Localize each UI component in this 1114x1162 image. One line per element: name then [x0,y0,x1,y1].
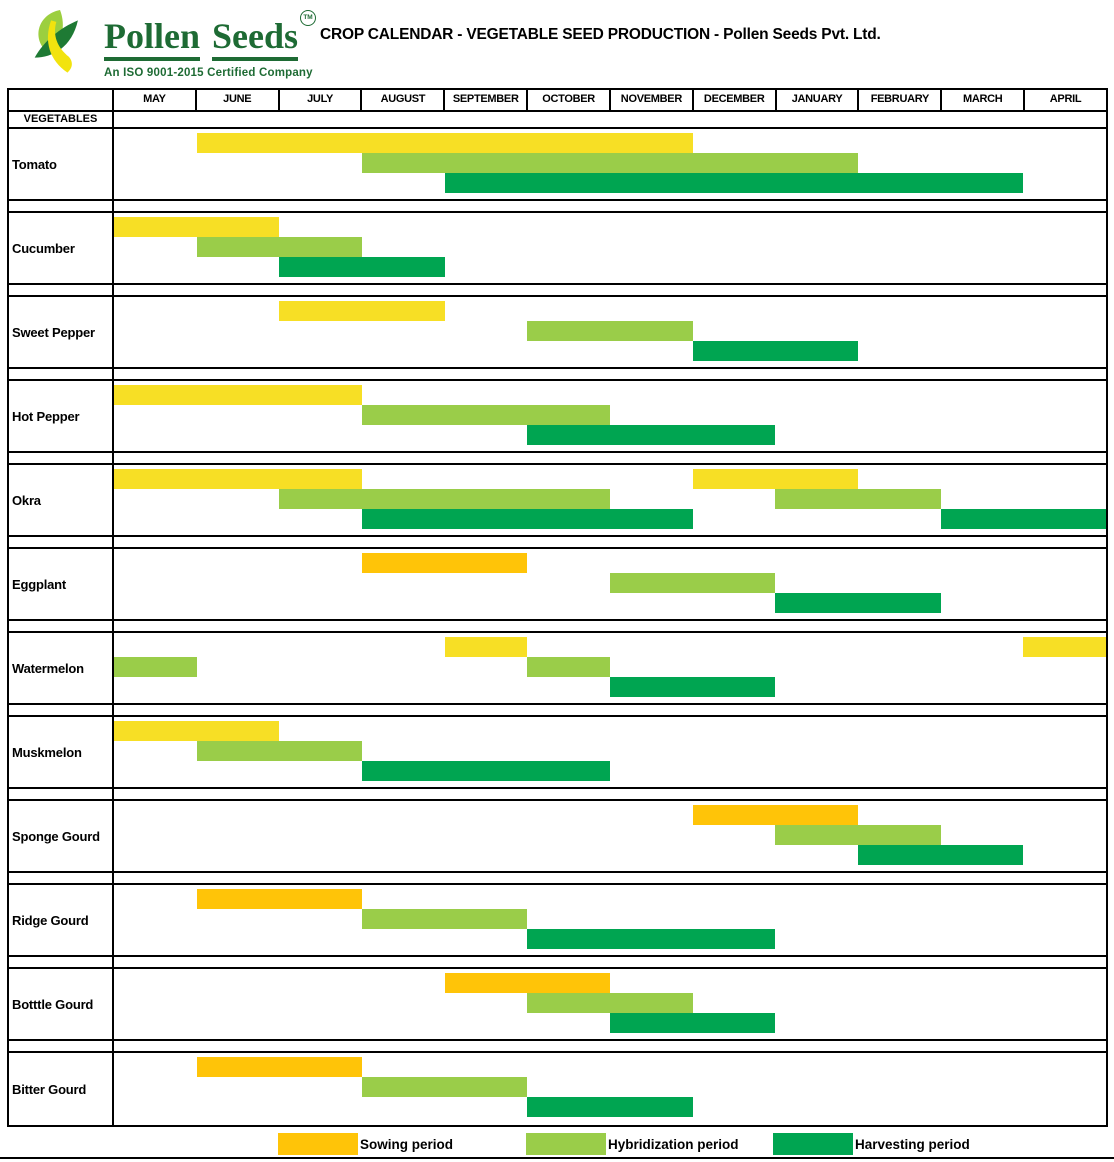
crop-row-okra [9,465,1106,537]
sowing-bar [445,973,610,993]
logo-text [104,4,316,79]
legend-swatch-sowing-period [278,1133,358,1155]
spacer-field [114,537,1106,547]
hybridization-bar [279,489,610,509]
harvesting-bar [445,173,1024,193]
hybridization-bar [197,741,362,761]
crop-label-cucumber: Cucumber [9,213,114,283]
harvesting-bar [527,1097,692,1117]
hybridization-bar [527,657,610,677]
legend-label-harvesting-period: Harvesting period [855,1137,970,1152]
crop-label-okra: Okra [9,465,114,535]
vegetables-header-row [9,112,1106,129]
spacer-label-cell [9,957,114,967]
spacer-field [114,873,1106,883]
legend-label-sowing-period: Sowing period [360,1137,453,1152]
crop-row-muskmelon [9,717,1106,789]
sowing-bar [197,133,693,153]
sowing-bar [279,301,444,321]
harvesting-bar [610,677,775,697]
sowing-bar [693,805,858,825]
crop-row-hot-pepper [9,381,1106,453]
month-header-november: NOVEMBER [611,90,694,110]
legend-label-hybridization-period: Hybridization period [608,1137,739,1152]
spacer-label-cell [9,621,114,631]
sowing-bar [114,217,279,237]
crop-label-hot-pepper: Hot Pepper [9,381,114,451]
bar-field [114,633,1106,703]
spacer-row [9,621,1106,633]
spacer-field [114,621,1106,631]
month-header-march: MARCH [942,90,1025,110]
spacer-field [114,705,1106,715]
bar-field [114,1053,1106,1125]
leaf-icon [24,4,102,86]
bottom-divider [0,1157,1114,1159]
harvesting-bar [610,1013,775,1033]
spacer-label-cell [9,705,114,715]
sowing-bar [197,1057,362,1077]
spacer-label-cell [9,201,114,211]
month-header-january: JANUARY [777,90,860,110]
spacer-label-cell [9,369,114,379]
spacer-row [9,201,1106,213]
harvesting-bar [362,761,610,781]
spacer-label-cell [9,1041,114,1051]
hybridization-bar [362,909,527,929]
brand-word-pollen: Pollen [104,18,200,61]
spacer-row [9,1041,1106,1053]
spacer-row [9,537,1106,549]
bar-field [114,549,1106,619]
trademark-icon: TM [300,10,316,26]
month-header-april: APRIL [1049,93,1082,105]
month-header-june: JUNE [197,90,280,110]
harvesting-bar [362,509,693,529]
spacer-field [114,369,1106,379]
crop-label-eggplant: Eggplant [9,549,114,619]
sowing-bar [1023,637,1106,657]
brand-name [104,14,316,61]
month-header-may: MAY [114,90,197,110]
spacer-field [114,201,1106,211]
spacer-row [9,789,1106,801]
hybridization-bar [527,993,692,1013]
sowing-bar [197,889,362,909]
vegetables-header-label: VEGETABLES [9,112,114,127]
crop-row-tomato [9,129,1106,201]
sowing-bar [114,721,279,741]
crop-label-sweet-pepper: Sweet Pepper [9,297,114,367]
month-header-october: OCTOBER [528,90,611,110]
crop-label-bitter-gourd: Bitter Gourd [9,1053,114,1125]
harvesting-bar [527,425,775,445]
spacer-field [114,789,1106,799]
month-header-december: DECEMBER [694,90,777,110]
sowing-bar [114,385,362,405]
legend-swatch-hybridization-period [526,1133,606,1155]
harvesting-bar [279,257,444,277]
month-header-row [9,90,1106,112]
spacer-label-cell [9,789,114,799]
spacer-label-cell [9,285,114,295]
bar-field [114,885,1106,955]
bar-field [114,717,1106,787]
spacer-row [9,285,1106,297]
crop-label-watermelon: Watermelon [9,633,114,703]
harvesting-bar [858,845,1023,865]
crop-row-eggplant [9,549,1106,621]
hybridization-bar [197,237,362,257]
brand-word-seeds: Seeds [212,18,298,61]
bar-field [114,297,1106,367]
hybridization-bar [775,489,940,509]
spacer-row [9,453,1106,465]
bar-field [114,465,1106,535]
crop-row-bitter-gourd [9,1053,1106,1125]
spacer-field [114,957,1106,967]
hybridization-bar [527,321,692,341]
crop-row-cucumber [9,213,1106,285]
month-header-july: JULY [280,90,363,110]
corner-cell [9,90,114,110]
hybridization-bar [610,573,775,593]
crop-row-sweet-pepper [9,297,1106,369]
spacer-row [9,705,1106,717]
harvesting-bar [941,509,1106,529]
spacer-field [114,285,1106,295]
crop-row-botttle-gourd [9,969,1106,1041]
spacer-row [9,369,1106,381]
bar-field [114,801,1106,871]
month-header-september: SEPTEMBER [445,90,528,110]
brand-logo [24,4,316,86]
crop-calendar-table [7,88,1108,1127]
crop-label-ridge-gourd: Ridge Gourd [9,885,114,955]
harvesting-bar [775,593,940,613]
hybridization-bar [362,405,610,425]
crop-row-watermelon [9,633,1106,705]
harvesting-bar [693,341,858,361]
crop-label-sponge-gourd: Sponge Gourd [9,801,114,871]
sowing-bar [114,469,362,489]
hybridization-bar [362,153,858,173]
page-title: CROP CALENDAR - VEGETABLE SEED PRODUCTION - Pollen Seeds Pvt. Ltd. [320,26,881,43]
spacer-row [9,957,1106,969]
spacer-field [114,1041,1106,1051]
crop-label-muskmelon: Muskmelon [9,717,114,787]
harvesting-bar [527,929,775,949]
bar-field [114,129,1106,199]
crop-row-ridge-gourd [9,885,1106,957]
crop-label-tomato: Tomato [9,129,114,199]
month-header-february: FEBRUARY [859,90,942,110]
month-header-august: AUGUST [362,90,445,110]
hybridization-bar [775,825,940,845]
sowing-bar [445,637,528,657]
hybridization-bar [114,657,197,677]
crop-row-sponge-gourd [9,801,1106,873]
spacer-label-cell [9,537,114,547]
bar-field [114,969,1106,1039]
calendar-rows [9,129,1106,1125]
spacer-label-cell [9,453,114,463]
bar-field [114,213,1106,283]
iso-tagline: An ISO 9001-2015 Certified Company [104,67,313,79]
legend [0,1128,1114,1158]
spacer-row [9,873,1106,885]
sowing-bar [362,553,527,573]
crop-label-botttle-gourd: Botttle Gourd [9,969,114,1039]
legend-swatch-harvesting-period [773,1133,853,1155]
sowing-bar [693,469,858,489]
bar-field [114,381,1106,451]
vegetables-header-spacer [114,112,1106,127]
hybridization-bar [362,1077,527,1097]
spacer-field [114,453,1106,463]
spacer-label-cell [9,873,114,883]
